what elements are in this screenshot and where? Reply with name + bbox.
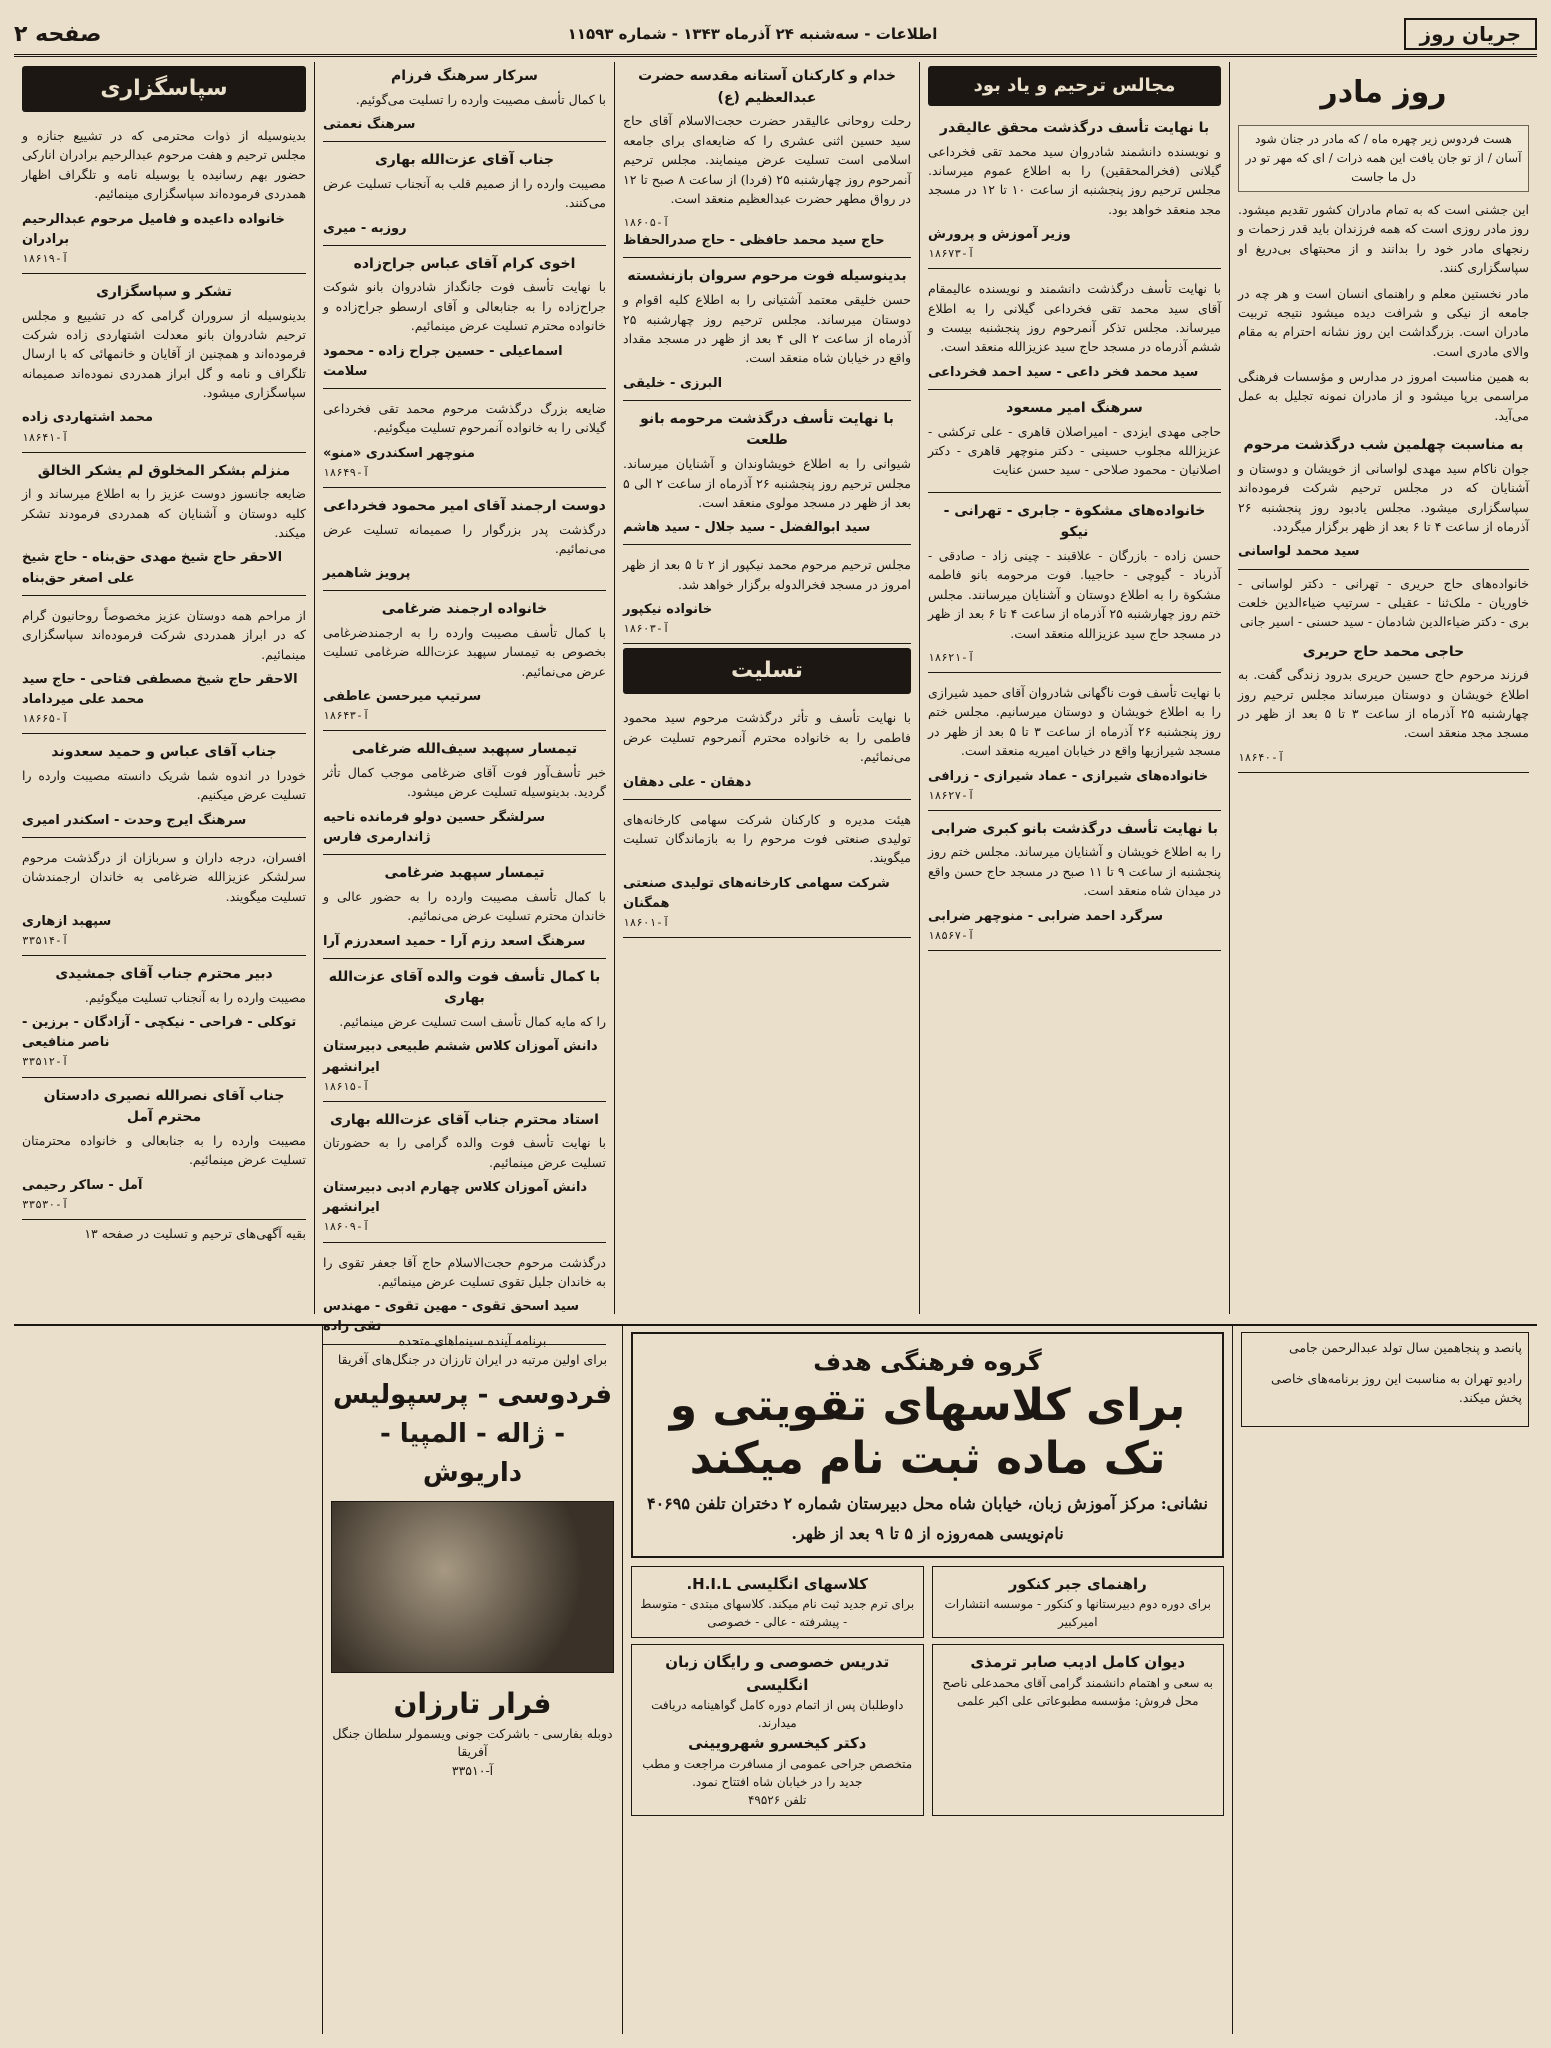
section-banner: تسلیت — [623, 648, 911, 694]
notice-code: آ-۱۸۶۲۷ — [928, 788, 975, 802]
ad-box — [1241, 1332, 1529, 1427]
notice — [623, 804, 911, 938]
notice-signature: آمل - ساکر رحیمی — [22, 1177, 143, 1193]
article-title: روز مادر — [1320, 75, 1447, 110]
notice-signature: روزبه - میری — [323, 220, 407, 236]
notice-signature: وزیر آموزش و پرورش — [928, 227, 1071, 243]
notice — [928, 815, 1221, 951]
notice-code: آ-۳۳۵۱۴ — [22, 934, 69, 948]
ad-body: محل فروش: مؤسسه مطبوعاتی علی اکبر علمی — [956, 1693, 1199, 1708]
families-list: خانواده‌های حاج حریری - تهرانی - دکتر لواسانی - خاوریان - ملک‌ثنا - عقیلی - سرتیپ ضیاءالدین خلعت بری - دکتر ضیاءالدین شادمان - سید حسنی - اسیر جانی — [1238, 575, 1529, 630]
notice-body: مجلس ترحیم مرحوم محمد نیکپور از ۲ تا ۵ بعد از ظهر امروز در مسجد فخرالدوله برگزار خواهد شد. — [623, 557, 912, 592]
notice-body: درگذشت مرحوم حجت‌الاسلام حاج آقا جعفر تقوی را به خاندان جلیل تقوی تسلیت عرض مینمائیم. — [323, 1254, 606, 1289]
notice — [928, 677, 1221, 811]
notice-body: درگذشت پدر بزرگوار را صمیمانه تسلیت عرض می‌نمائیم. — [323, 521, 606, 556]
notice-signature: منوچهر اسکندری «منو» — [323, 445, 475, 461]
notice-body: با کمال تأسف مصیبت وارده را به حضور عالی و خاندان محترم تسلیت عرض می‌نمائیم. — [323, 888, 606, 924]
notice-signature: توکلی - فراحی - نیکچی - آزادگان - برزین - ناصر منافیعی — [22, 1015, 297, 1051]
notice-heading: تشکر و سپاسگزاری — [96, 283, 232, 300]
notice-signature: سپهبد ازهاری — [22, 913, 112, 929]
notice-body: خبر تأسف‌آور فوت آقای ضرغامی موجب کمال تأثر گردید. بدینوسیله تسلیت عرض میشود. — [323, 765, 606, 800]
notice — [928, 273, 1221, 390]
ad-column-left — [322, 1326, 622, 2034]
page-number: صفحه ۲ — [14, 21, 102, 47]
notice-heading: سرهنگ امیر مسعود — [1006, 399, 1143, 416]
notice-heading: حاجی محمد حاج حریری — [1302, 643, 1465, 660]
ad-row — [631, 1644, 1224, 1822]
notice — [22, 120, 306, 274]
notice — [323, 735, 606, 855]
ad-body: به سعی و اهتمام دانشمند گرامی آقای محمدعلی ناصح — [942, 1675, 1213, 1690]
notice-body: افسران، درجه داران و سربازان از درگذشت مرحوم سرلشکر عزیزالله ضرغامی به خاندان ارجمندشان تسلیت میگویند. — [22, 849, 306, 904]
notice-signature: خانواده نیکپور — [623, 602, 713, 618]
columns — [14, 62, 1537, 1335]
column-tarhim — [919, 62, 1229, 1314]
notice-code: آ-۱۸۶۴۰ — [1238, 750, 1285, 764]
notice-body: حسن خلیقی معتمد آشتیانی را به اطلاع کلیه اقوام و دوستان میرساند. مجلس ترحیم روز چهارشنبه ۲۵ آذرماه از ساعت ۲ الی ۴ بعد از ظهر در مسجد مقداد واقع در خیابان شاه منعقد است. — [623, 292, 911, 366]
notice — [22, 278, 306, 453]
column-roz — [1229, 62, 1537, 1314]
notice — [1238, 431, 1529, 569]
notice — [323, 62, 606, 142]
notice-body: حسن زاده - بازرگان - علاقبند - چینی زاد - صادقی - آذرباد - گیوچی - حاجیبا. فوت مرحومه بانو فاطمه مشکوة را به اطلاع دوستان و آشنایان میرسانند. مجلس ختم روز چهارشنبه ۲۵ آذرماه از ساعت ۴ تا ۶ بعد از ظهر در مسجد حاج سید عزیزالله منعقد است. — [928, 548, 1222, 641]
ad-title: دکتر کیخسرو شهرویینی — [688, 1734, 867, 1753]
notice-signature: اسماعیلی - حسین جراح زاده - محمود سلامت — [323, 343, 563, 379]
ad-box — [932, 1644, 1225, 1816]
continued-note: بقیه آگهی‌های ترحیم و تسلیت در صفحه ۱۳ — [84, 1225, 306, 1241]
notice-code: آ-۳۳۵۱۲ — [22, 1055, 69, 1069]
notice-signature: سید محمد لواسانی — [1238, 544, 1360, 560]
notice — [623, 262, 911, 400]
notice-body: جوان ناکام سید مهدی لواسانی از خویشان و دوستان و آشنایان که در مجلس ترحیم شرکت فرموده‌اند سپاسگزاری میشود. مجلس یادبود روز پنجشنبه ۲۶ آذرماه از ساعت ۴ تا ۶ بعد از ظهر برگزار میگردد. — [1238, 460, 1529, 534]
notice-signature: الاحقر حاج شیخ مهدی حق‌بناه - حاج شیخ علی اصغر حق‌بناه — [22, 550, 283, 586]
notice-heading: با نهایت تأسف درگذشت بانو کبری ضرابی — [930, 820, 1218, 837]
notice-heading: تیمسار سپهبد سیف‌الله ضرغامی — [351, 741, 578, 758]
notice-body: را به اطلاع خویشان و آشنایان میرساند. مجلس ختم روز پنجشنبه از ساعت ۹ تا ۱۱ صبح در مسجد حاج حسن واقع در میدان شاه منعقد است. — [928, 844, 1221, 899]
notice — [928, 114, 1221, 269]
notice — [323, 146, 606, 246]
notice — [623, 549, 911, 644]
poem: هست فردوس زیر چهره ماه / که مادر در جنان شود آسان / از تو جان یافت این همه ذرات / ای که مهر تو در دل ما جاست — [1238, 125, 1529, 193]
notice — [22, 600, 306, 734]
notice-heading: با نهایت تأسف درگذشت مرحومه بانو طلعت — [640, 410, 894, 449]
notice — [22, 1082, 306, 1220]
notice — [928, 394, 1221, 493]
masthead — [14, 14, 1537, 57]
notice-code: آ-۳۳۵۱۰ — [451, 1763, 494, 1778]
article-paragraph: به همین مناسبت امروز در مدارس و مؤسسات فرهنگی مراسمی برپا میشود و از مادران نمونه تجلیل به عمل می‌آید. — [1238, 369, 1529, 423]
ad-box — [631, 1566, 924, 1639]
notice-signature: حاج سید محمد حافظی - حاج صدرالحفاظ — [623, 233, 885, 249]
notice-signature: پرویز شاهمیر — [323, 566, 411, 582]
notice-body: ضایعه بزرگ درگذشت مرحوم محمد تقی فخرداعی گیلانی را به خانواده آنمرحوم تسلیت میگوئیم. — [323, 400, 606, 436]
column-1 — [14, 62, 314, 1314]
notice-body: رحلت روحانی عالیقدر حضرت حجت‌الاسلام آقای حاج سید حسین اثنی عشری را که ضایعه‌ای برای جامعه اسلامی است تسلیت عرض مینمایند. مجلس ترحیم آنمرحوم روز چهارشنبه ۲۵ (فردا) از ساعت ۸ صبح تا ۱۲ در رواق مطهر حضرت عبدالعظیم منعقد است. — [623, 113, 911, 206]
ad-title: تدریس خصوصی و رایگان زبان انگلیسی — [665, 1653, 890, 1694]
ad-body: برای ترم جدید ثبت نام میکند. کلاسهای مبتدی - متوسط - پیشرفته - عالی - خصوصی — [640, 1597, 915, 1630]
notice-heading: جناب آقای عزت‌الله بهاری — [374, 152, 555, 169]
cinema-heading: برنامه آینده سینماهای متحده — [398, 1333, 547, 1348]
ads-section — [14, 1324, 1537, 2034]
notice-signature: شرکت سهامی کارخانه‌های تولیدی صنعتی همگنان — [623, 875, 890, 911]
notice-code: آ-۱۸۶۴۹ — [323, 465, 370, 479]
notice — [22, 457, 306, 596]
newspaper-page — [14, 14, 1537, 2034]
notice — [1238, 638, 1529, 773]
notice-signature: خانواده‌های شیرازی - عماد شیرازی - زرافی — [928, 768, 1209, 784]
notice-heading: تیمسار سپهبد ضرغامی — [384, 865, 545, 882]
notice-code: آ-۱۸۶۷۳ — [928, 247, 975, 261]
notice-signature: الاحقر حاج شیخ مصطفی فتاحی - حاج سید محمد علی میرداماد — [22, 671, 298, 708]
ad-column-middle — [622, 1326, 1232, 2034]
notice — [928, 497, 1221, 673]
notice-heading: خانواده ارجمند ضرغامی — [381, 601, 548, 618]
notice-body: با نهایت تأسف فوت والده گرامی را به حضورتان تسلیت عرض مینمائیم. — [323, 1135, 606, 1170]
ad-title: دیوان کامل ادیب صابر ترمذی — [970, 1653, 1186, 1672]
notice-signature: سرهنگ ایرج وحدت - اسکندر امیری — [22, 812, 247, 828]
notice-signature: دانش آموزان کلاس چهارم ادبی دبیرستان ایرانشهر — [323, 1180, 588, 1216]
ad-row — [631, 1566, 1224, 1645]
notice-heading: اخوی کرام آقای عباس جراح‌زاده — [353, 255, 576, 272]
notice-signature: سید ابوالفضل - سید جلال - سید هاشم — [623, 520, 871, 536]
notice-heading: منزلم بشکر المخلوق لم یشکر الخالق — [37, 462, 291, 479]
notice-heading: دبیر محترم جناب آقای جمشیدی — [55, 966, 273, 983]
notice — [323, 393, 606, 488]
notice-code: آ-۱۸۶۰۹ — [323, 1220, 370, 1234]
notice-heading: به مناسبت چهلمین شب درگذشت مرحوم — [1243, 437, 1524, 454]
notice-code: آ-۱۸۶۰۱ — [623, 916, 670, 930]
notice — [323, 595, 606, 731]
notice-signature: محمد اشتهاردی زاده — [22, 410, 154, 426]
notice-heading: جناب آقای نصرالله نصیری دادستان محترم آمل — [43, 1087, 285, 1126]
notice-code: آ-۱۸۶۶۵ — [22, 712, 69, 726]
notice-signature: دانش آموزان کلاس ششم طبیعی دبیرستان ایرانشهر — [323, 1039, 598, 1075]
notice-signature: خانواده داعیده و فامیل مرحوم عبدالرحیم برادران — [22, 211, 285, 247]
notice-body: خودرا در اندوه شما شریک دانسته مصیبت وارده را تسلیت عرض میکنیم. — [22, 767, 306, 803]
column-3 — [614, 62, 919, 1314]
notice-body: مصیبت وارده را به آنجناب تسلیت میگوئیم. — [84, 989, 306, 1005]
notice-code: آ-۱۸۶۲۱ — [928, 650, 975, 664]
notice-body: با نهایت تأسف و تأثر درگذشت مرحوم سید محمود فاطمی را به خانواده محترم آنمرحوم تسلیت عرض می‌نمائیم. — [623, 710, 911, 765]
notice-heading: استاد محترم جناب آقای عزت‌الله بهاری — [330, 1111, 599, 1128]
notice-heading: با نهایت تأسف درگذشت محقق عالیقدر — [939, 119, 1210, 136]
notice-code: آ-۱۸۶۴۳ — [323, 709, 370, 723]
main-ad — [631, 1332, 1224, 1558]
notice-heading: دوست ارجمند آقای امیر محمود فخرداعی — [323, 497, 606, 514]
section-banner: سپاسگزاری — [22, 66, 306, 112]
notice-signature: سرلشگر حسین دولو فرمانده ناحیه ژاندارمری فارس — [323, 809, 546, 845]
notice-body: شیوانی را به اطلاع خویشاوندان و آشنایان میرساند. مجلس ترحیم روز پنجشنبه ۲۶ آذرماه از ساعت ۲ الی ۵ بعد از ظهر در مسجد مولوی منعقد است. — [623, 456, 911, 510]
notice — [323, 859, 606, 959]
movie-photo — [331, 1501, 614, 1673]
notice-signature: سید محمد فخر داعی - سید احمد فخرداعی — [928, 364, 1199, 380]
notice-code: آ-۱۸۶۱۵ — [323, 1079, 370, 1093]
notice-body: هیئت مدیره و کارکنان شرکت سهامی کارخانه‌های تولیدی صنعتی فوت مرحوم را به بازماندگان تسلیت میگویند. — [623, 811, 911, 866]
main-ad-address: نشانی: مرکز آموزش زبان، خیابان شاه محل دبیرستان شماره ۲ دختران تلفن ۴۰۶۹۵ — [646, 1493, 1209, 1513]
notice-heading: جناب آقای عباس و حمید سعدوند — [51, 744, 277, 761]
ad-box — [932, 1566, 1225, 1639]
notice-heading: سرکار سرهنگ فرزام — [391, 68, 538, 84]
rubric-label: جریان روز — [1404, 18, 1537, 50]
notice-signature: سرهنگ نعمتی — [323, 117, 416, 133]
notice-signature: سرگرد احمد ضرابی - منوچهر ضرابی — [928, 908, 1164, 924]
notice-signature: سرتیپ میرحسن عاطفی — [323, 689, 482, 705]
notice-body: با نهایت تأسف درگذشت دانشمند و نویسنده عالیمقام آقای سید محمد تقی فخرداعی گیلانی را به اطلاع میرساند. مجلس تذکر آنمرحوم روز پنجشنبه بیست و ششم آذرماه در مسجد حاج سید عزیزالله منعقد است. — [928, 281, 1221, 355]
notice-code: آ-۱۸۶۴۱ — [22, 430, 69, 444]
notice — [623, 405, 911, 546]
notice-code: آ-۱۸۶۰۳ — [623, 622, 670, 636]
notice-body: مصیبت وارده را به جنابعالی و خانواده محترمتان تسلیت عرض مینمائیم. — [22, 1132, 306, 1168]
ad-title: پانصد و پنجاهمین سال تولد عبدالرحمن جامی — [1288, 1340, 1522, 1355]
notice-body: از مراحم همه دوستان عزیز مخصوصاً روحانیون گرام که در ابراز همدردی شرکت فرموده‌اند سپاسگزاری مینمائیم. — [22, 607, 306, 662]
ad-phone: تلفن ۴۹۵۲۶ — [747, 1792, 807, 1807]
article-paragraph: مادر نخستین معلم و راهنمای انسان است و هر چه در جامعه از نیکی و شرافت دیده میشود نتیجه تربیت مادران است. بزرگداشت این روز نشانه احترام به مقام والای مادری است. — [1238, 285, 1529, 359]
column-2 — [314, 62, 614, 1335]
ad-title: کلاسهای انگلیسی H.I.L. — [686, 1574, 869, 1593]
notice — [22, 960, 306, 1077]
issue-info: اطلاعات - سه‌شنبه ۲۴ آذرماه ۱۳۴۳ - شماره ۱۱۵۹۳ — [567, 25, 938, 43]
notice — [323, 1106, 606, 1243]
notice-body: با نهایت تأسف فوت ناگهانی شادروان آقای حمید شیرازی را به اطلاع خویشان و دوستان میرسانیم. مجلس ختم روز پنجشنبه ۲۶ آذرماه از ساعت ۳ تا ۵ بعد از ظهر در مسجد شیرازیها واقع در خیابان امیریه منعقد است. — [928, 685, 1221, 759]
cinema-body: برای اولین مرتبه در ایران تارزان در جنگل‌های آفریقا — [337, 1351, 608, 1367]
notice-body: بدینوسیله از ذوات محترمی که در تشییع جنازه و مجلس ترحیم و هفت مرحوم عبدالرحیم برادران انارکی حضور بهم رسانیده یا بوسیله نامه و تلگراف اظهار همدردی فرموده‌اند سپاسگزاری مینمائیم. — [22, 128, 306, 202]
notice-heading: بدینوسیله فوت مرحوم سروان بازنشسته — [627, 268, 907, 285]
article-paragraph: این جشنی است که به تمام مادران کشور تقدیم میشود. روز مادر روزی است که همه فرزندان باید قدر زحمات و رنجهای مادر خود را بدانند و از محبتهای بی‌دریغ او سپاسگزاری کنند. — [1238, 202, 1529, 276]
notice-body: ضایعه جانسوز دوست عزیز را به اطلاع میرساند و از کلیه دوستان و آشنایان که همدردی فرمودند تشکر میکند. — [22, 486, 306, 541]
main-ad-hours: نام‌نویسی همه‌روزه از ۵ تا ۹ بعد از ظهر. — [791, 1523, 1064, 1543]
notice-signature: دهقان - علی دهقان — [623, 774, 752, 790]
notice-body: را که مایه کمال تأسف است تسلیت عرض مینمائیم. — [339, 1014, 606, 1030]
section-banner: مجالس ترحیم و یاد بود — [928, 66, 1221, 106]
notice — [22, 738, 306, 838]
notice — [623, 702, 911, 799]
notice-code: آ-۱۸۵۶۷ — [928, 928, 975, 942]
main-ad-headline: برای کلاسهای تقویتی و تک ماده ثبت نام میکند — [669, 1380, 1186, 1484]
ad-column-right — [1232, 1326, 1537, 2034]
movie-subtitle: دوبله بفارسی - باشرکت جونی ویسمولر سلطان جنگل آفریقا — [332, 1725, 613, 1760]
notice-code: آ-۱۸۶۱۹ — [22, 251, 69, 265]
cinema-list: فردوسی - پرسپولیس - ژاله - المپیا - داریوش — [332, 1379, 613, 1488]
notice — [323, 492, 606, 592]
ad-body: رادیو تهران به مناسبت این روز برنامه‌های خاصی پخش میکند. — [1271, 1371, 1522, 1405]
notice — [623, 62, 911, 258]
notice-body: بدینوسیله از سروران گرامی که در تشییع و مجلس ترحیم شادروان بانو معدلت اشتهاردی زاده شرکت فرموده‌اند و همچنین از آقایان و خانمهائی که با ارسال تلگراف و نامه و گل ابراز همدردی نموده‌اند صمیمانه سپاسگزاری میشود. — [22, 307, 306, 401]
cinema-ad — [331, 1332, 614, 1781]
notice-body: با کمال تأسف مصیبت وارده را به ارجمندضرغامی بخصوص به تیمسار سپهبد عزت‌الله ضرغامی تسلیت عرض می‌نمائیم. — [323, 625, 606, 679]
notice-code: آ-۱۸۶۰۵ — [623, 216, 670, 230]
notice-heading: خدام و کارکنان آستانه مقدسه حضرت عبدالعظیم (ع) — [638, 68, 896, 106]
ad-body: برای دوره دوم دبیرستانها و کنکور - موسسه انتشارات امیرکبیر — [944, 1597, 1211, 1630]
notice — [323, 250, 606, 389]
ad-title: راهنمای جبر کنکور — [1008, 1574, 1147, 1593]
notice-body: و نویسنده دانشمند شادروان سید محمد تقی فخرداعی گیلانی (فخرالمحققین) را به اطلاع عموم میرساند. مجلس ترحیم روز پنجشنبه از ساعت ۱۰ تا ۱۲ در مسجد مجد منعقد خواهد بود. — [928, 143, 1222, 217]
notice — [22, 842, 306, 956]
notice-signature: البرزی - خلیقی — [623, 375, 723, 391]
notice-signature: سرهنگ اسعد رزم آرا - حمید اسعدرزم آرا — [323, 933, 586, 949]
notice-signature: سید اسحق تقوی - مهین تقوی - مهندس تقی زاده — [323, 1299, 580, 1335]
notice-body: با کمال تأسف مصیبت وارده را تسلیت می‌گوئیم. — [355, 91, 606, 107]
movie-title: فرار تارزان — [393, 1686, 552, 1720]
notice — [323, 963, 606, 1102]
ad-body: داوطلبان پس از اتمام دوره کامل گواهینامه دریافت میدارند. — [651, 1698, 904, 1731]
notice-code: آ-۳۳۵۳۰ — [22, 1197, 69, 1211]
notice-heading: با کمال تأسف فوت والده آقای عزت‌الله بهاری — [328, 968, 601, 1007]
notice-body: حاجی مهدی ایزدی - امیراصلان قاهری - علی ترکشی - عزیزالله مجلوب حسینی - دکتر منوچهر قاهری - دکتر اصلانیان - محمود صلاحی - سید حسن عنایت — [928, 423, 1221, 478]
notice-body: مصیبت وارده را از صمیم قلب به آنجناب تسلیت عرض می‌کنند. — [323, 175, 606, 211]
notice-body: فرزند مرحوم حاج حسین حریری بدرود زندگی گفت. به اطلاع خویشان و دوستان میرساند مجلس ترحیم روز چهارشنبه ۲۵ آذرماه از ساعت ۳ تا ۵ بعد از ظهر در مسجد مجد منعقد است. — [1238, 667, 1530, 741]
main-ad-org: گروه فرهنگی هدف — [813, 1348, 1042, 1376]
ad-body: متخصص جراحی عمومی از مسافرت مراجعت و مطب جدید را در خیابان شاه افتتاح نمود. — [642, 1756, 913, 1789]
notice-body: با نهایت تأسف فوت جانگداز شادروان بانو شوکت جراح‌زاده را به جنابعالی و آقای ارسطو جراح‌زاده و خانواده محترم تسلیت عرض مینمائیم. — [323, 279, 606, 334]
notice-heading: خانواده‌های مشکوة - جابری - تهرانی - نیکو — [943, 502, 1206, 541]
ad-box — [631, 1644, 924, 1816]
